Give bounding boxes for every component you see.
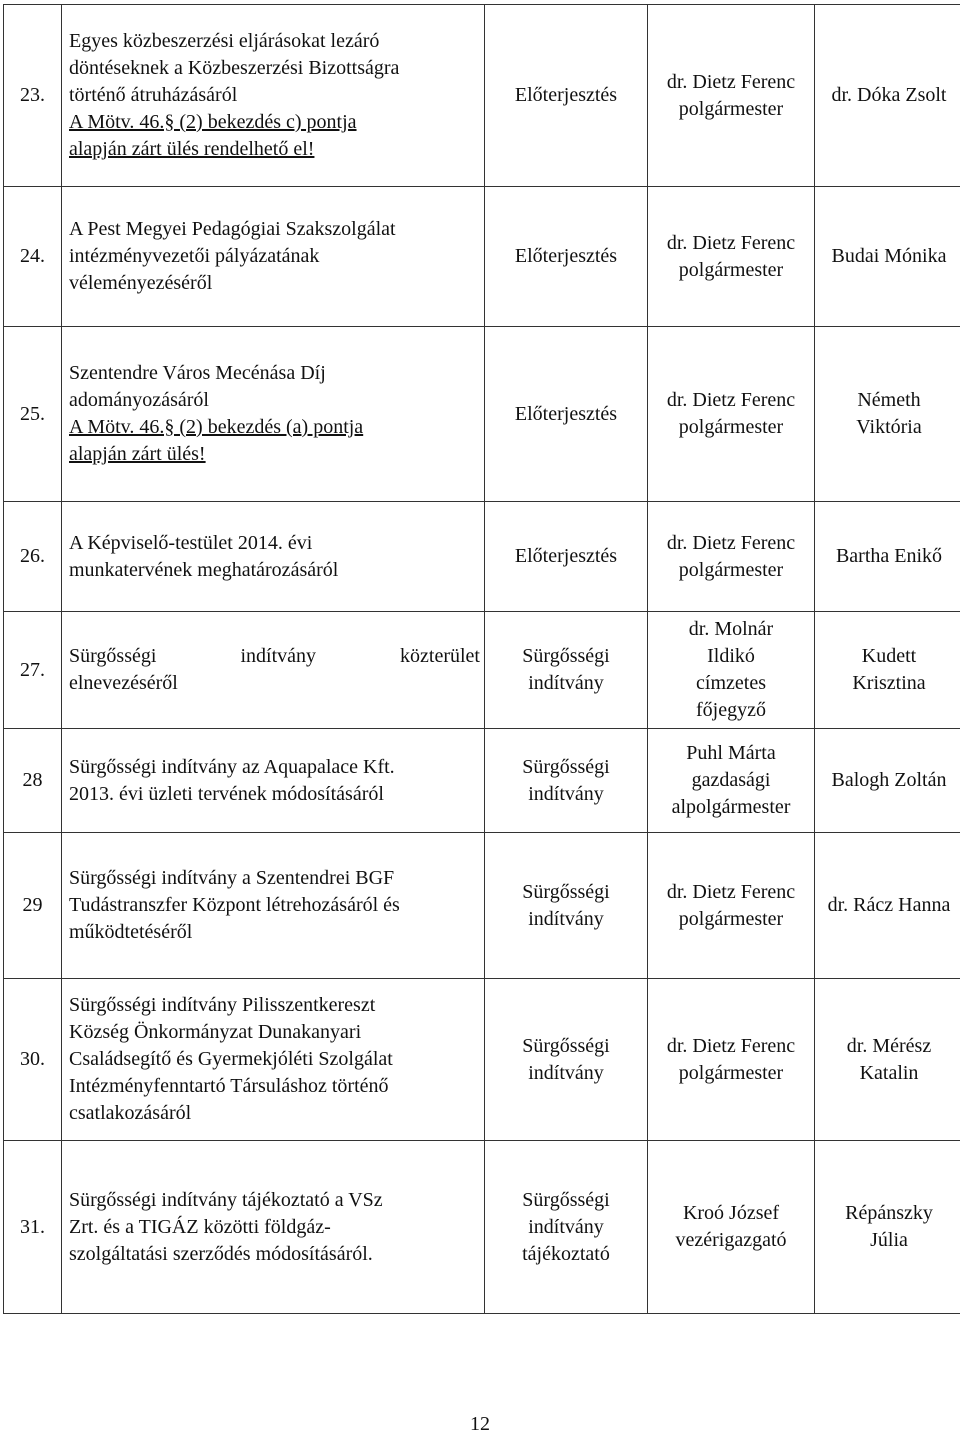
item-title bbox=[62, 187, 485, 327]
title-word: Sürgősségi bbox=[69, 645, 157, 667]
presenter-line: Ildikó bbox=[707, 645, 755, 667]
agenda-row bbox=[4, 612, 960, 729]
type-line: Sürgősségi bbox=[522, 1188, 610, 1211]
legal-note-line: A Mötv. 46.§ (2) bekezdés (a) pontja bbox=[69, 416, 364, 438]
item-type bbox=[485, 612, 648, 729]
presenter-line: dr. Molnár bbox=[688, 618, 774, 640]
agenda-rows bbox=[4, 5, 960, 1314]
legal-note-line: alapján zárt ülés! bbox=[69, 443, 206, 465]
presenter-line: dr. Dietz Ferenc bbox=[666, 231, 796, 254]
agenda-row bbox=[4, 1141, 960, 1314]
title-line: 2013. évi üzleti tervének módosításáról bbox=[69, 782, 384, 805]
type-line: Előterjesztés bbox=[514, 245, 618, 267]
presenter-line: Kroó József bbox=[682, 1202, 780, 1224]
item-type bbox=[485, 1141, 648, 1314]
title-line: Tudástranszfer Központ létrehozásáról és bbox=[69, 894, 400, 916]
type-line: indítvány bbox=[528, 1215, 604, 1238]
type-line: Sürgősségi bbox=[522, 645, 610, 667]
type-line: indítvány bbox=[528, 907, 604, 930]
title-word: indítvány bbox=[240, 645, 316, 667]
type-line: Előterjesztés bbox=[514, 84, 618, 106]
agenda-row bbox=[4, 833, 960, 979]
presenter-line: polgármester bbox=[678, 97, 784, 120]
speaker-line: Répánszky bbox=[845, 1202, 933, 1224]
speaker-line: dr. Dóka Zsolt bbox=[831, 84, 947, 106]
presenter-line: polgármester bbox=[678, 1061, 784, 1084]
item-presenter bbox=[648, 979, 815, 1141]
title-line: munkatervének meghatározásáról bbox=[69, 558, 339, 581]
item-speaker bbox=[815, 833, 960, 979]
agenda-table bbox=[3, 4, 960, 1314]
presenter-line: polgármester bbox=[678, 907, 784, 930]
item-title bbox=[62, 833, 485, 979]
presenter-line: főjegyző bbox=[696, 699, 766, 721]
speaker-line: Bartha Enikő bbox=[835, 545, 943, 567]
title-line: döntéseknek a Közbeszerzési Bizottságra bbox=[69, 57, 400, 79]
item-title bbox=[62, 979, 485, 1141]
type-line: indítvány bbox=[528, 782, 604, 805]
presenter-line: vezérigazgató bbox=[675, 1229, 787, 1251]
speaker-line: Budai Mónika bbox=[831, 245, 947, 267]
item-presenter bbox=[648, 833, 815, 979]
agenda-row bbox=[4, 729, 960, 833]
title-line: Zrt. és a TIGÁZ közötti földgáz- bbox=[69, 1215, 331, 1238]
item-speaker bbox=[815, 979, 960, 1141]
presenter-line: Puhl Márta bbox=[686, 742, 776, 764]
title-line: Szentendre Város Mecénása Díj bbox=[69, 362, 326, 384]
title-line: működtetéséről bbox=[69, 921, 193, 943]
item-title bbox=[62, 729, 485, 833]
item-type bbox=[485, 5, 648, 187]
item-type bbox=[485, 187, 648, 327]
item-title bbox=[62, 5, 485, 187]
item-number: 23. bbox=[4, 5, 62, 187]
type-line: tájékoztató bbox=[522, 1242, 610, 1265]
item-presenter bbox=[648, 502, 815, 612]
title-line: A Pest Megyei Pedagógiai Szakszolgálat bbox=[69, 218, 396, 240]
type-line: indítvány bbox=[528, 672, 604, 694]
item-title bbox=[62, 327, 485, 502]
type-line: Sürgősségi bbox=[522, 880, 610, 903]
title-line: elnevezéséről bbox=[69, 672, 178, 694]
item-speaker bbox=[815, 1141, 960, 1314]
legal-note-line: alapján zárt ülés rendelhető el! bbox=[69, 138, 315, 160]
title-word: közterület bbox=[400, 645, 480, 667]
title-line: véleményezéséről bbox=[69, 272, 213, 294]
item-number: 29 bbox=[4, 833, 62, 979]
item-presenter bbox=[648, 1141, 815, 1314]
item-speaker bbox=[815, 5, 960, 187]
title-line: adományozásáról bbox=[69, 389, 209, 411]
page-number: 12 bbox=[470, 1413, 490, 1435]
item-title bbox=[62, 1141, 485, 1314]
agenda-row bbox=[4, 187, 960, 327]
item-number: 25. bbox=[4, 327, 62, 502]
type-line: Előterjesztés bbox=[514, 545, 618, 567]
type-line: Sürgősségi bbox=[522, 755, 610, 778]
title-line: Egyes közbeszerzési eljárásokat lezáró bbox=[69, 30, 380, 52]
presenter-line: polgármester bbox=[678, 416, 784, 438]
item-type bbox=[485, 979, 648, 1141]
presenter-line: címzetes bbox=[696, 672, 766, 694]
presenter-line: polgármester bbox=[678, 258, 784, 281]
item-number: 26. bbox=[4, 502, 62, 612]
item-speaker bbox=[815, 612, 960, 729]
presenter-line: polgármester bbox=[678, 558, 784, 581]
speaker-line: Viktória bbox=[856, 416, 922, 438]
item-number: 31. bbox=[4, 1141, 62, 1314]
presenter-line: dr. Dietz Ferenc bbox=[666, 389, 796, 411]
title-line: csatlakozásáról bbox=[69, 1102, 192, 1124]
item-title bbox=[62, 502, 485, 612]
speaker-line: Németh bbox=[857, 389, 921, 411]
justified-title-line bbox=[69, 643, 480, 670]
type-line: indítvány bbox=[528, 1061, 604, 1084]
item-number: 28 bbox=[4, 729, 62, 833]
item-number: 30. bbox=[4, 979, 62, 1141]
agenda-row bbox=[4, 327, 960, 502]
speaker-line: Kudett bbox=[861, 645, 917, 667]
item-speaker bbox=[815, 187, 960, 327]
speaker-line: Krisztina bbox=[852, 672, 926, 694]
title-line: intézményvezetői pályázatának bbox=[69, 245, 320, 267]
item-presenter bbox=[648, 187, 815, 327]
item-presenter bbox=[648, 729, 815, 833]
title-line: szolgáltatási szerződés módosításáról. bbox=[69, 1242, 373, 1265]
presenter-line: gazdasági bbox=[691, 769, 771, 791]
item-speaker bbox=[815, 327, 960, 502]
title-line: Sürgősségi indítvány a Szentendrei BGF bbox=[69, 867, 395, 889]
speaker-line: dr. Mérész bbox=[846, 1034, 932, 1057]
title-line: A Képviselő-testület 2014. évi bbox=[69, 531, 313, 554]
item-speaker bbox=[815, 502, 960, 612]
item-presenter bbox=[648, 327, 815, 502]
type-line: Előterjesztés bbox=[514, 402, 618, 425]
title-line: Intézményfenntartó Társuláshoz történő bbox=[69, 1075, 389, 1097]
title-line: történő átruházásáról bbox=[69, 84, 238, 106]
presenter-line: dr. Dietz Ferenc bbox=[666, 1034, 796, 1057]
legal-note-line: A Mötv. 46.§ (2) bekezdés c) pontja bbox=[69, 111, 357, 133]
speaker-line: dr. Rácz Hanna bbox=[827, 894, 951, 916]
title-line: Község Önkormányzat Dunakanyari bbox=[69, 1021, 362, 1043]
title-line: Sürgősségi indítvány az Aquapalace Kft. bbox=[69, 755, 395, 778]
item-type bbox=[485, 327, 648, 502]
item-number: 24. bbox=[4, 187, 62, 327]
item-number: 27. bbox=[4, 612, 62, 729]
agenda-row bbox=[4, 979, 960, 1141]
presenter-line: dr. Dietz Ferenc bbox=[666, 880, 796, 903]
speaker-line: Katalin bbox=[859, 1061, 919, 1084]
title-line: Családsegítő és Gyermekjóléti Szolgálat bbox=[69, 1048, 393, 1070]
item-type bbox=[485, 729, 648, 833]
presenter-line: dr. Dietz Ferenc bbox=[666, 531, 796, 554]
presenter-line: alpolgármester bbox=[671, 796, 791, 818]
agenda-row bbox=[4, 502, 960, 612]
item-type bbox=[485, 502, 648, 612]
speaker-line: Júlia bbox=[870, 1229, 908, 1251]
speaker-line: Balogh Zoltán bbox=[831, 769, 947, 791]
item-presenter bbox=[648, 612, 815, 729]
agenda-row bbox=[4, 5, 960, 187]
type-line: Sürgősségi bbox=[522, 1034, 610, 1057]
item-title bbox=[62, 612, 485, 729]
presenter-line: dr. Dietz Ferenc bbox=[666, 70, 796, 93]
item-presenter bbox=[648, 5, 815, 187]
title-line: Sürgősségi indítvány tájékoztató a VSz bbox=[69, 1188, 383, 1211]
item-speaker bbox=[815, 729, 960, 833]
item-type bbox=[485, 833, 648, 979]
title-line: Sürgősségi indítvány Pilisszentkereszt bbox=[69, 994, 376, 1016]
